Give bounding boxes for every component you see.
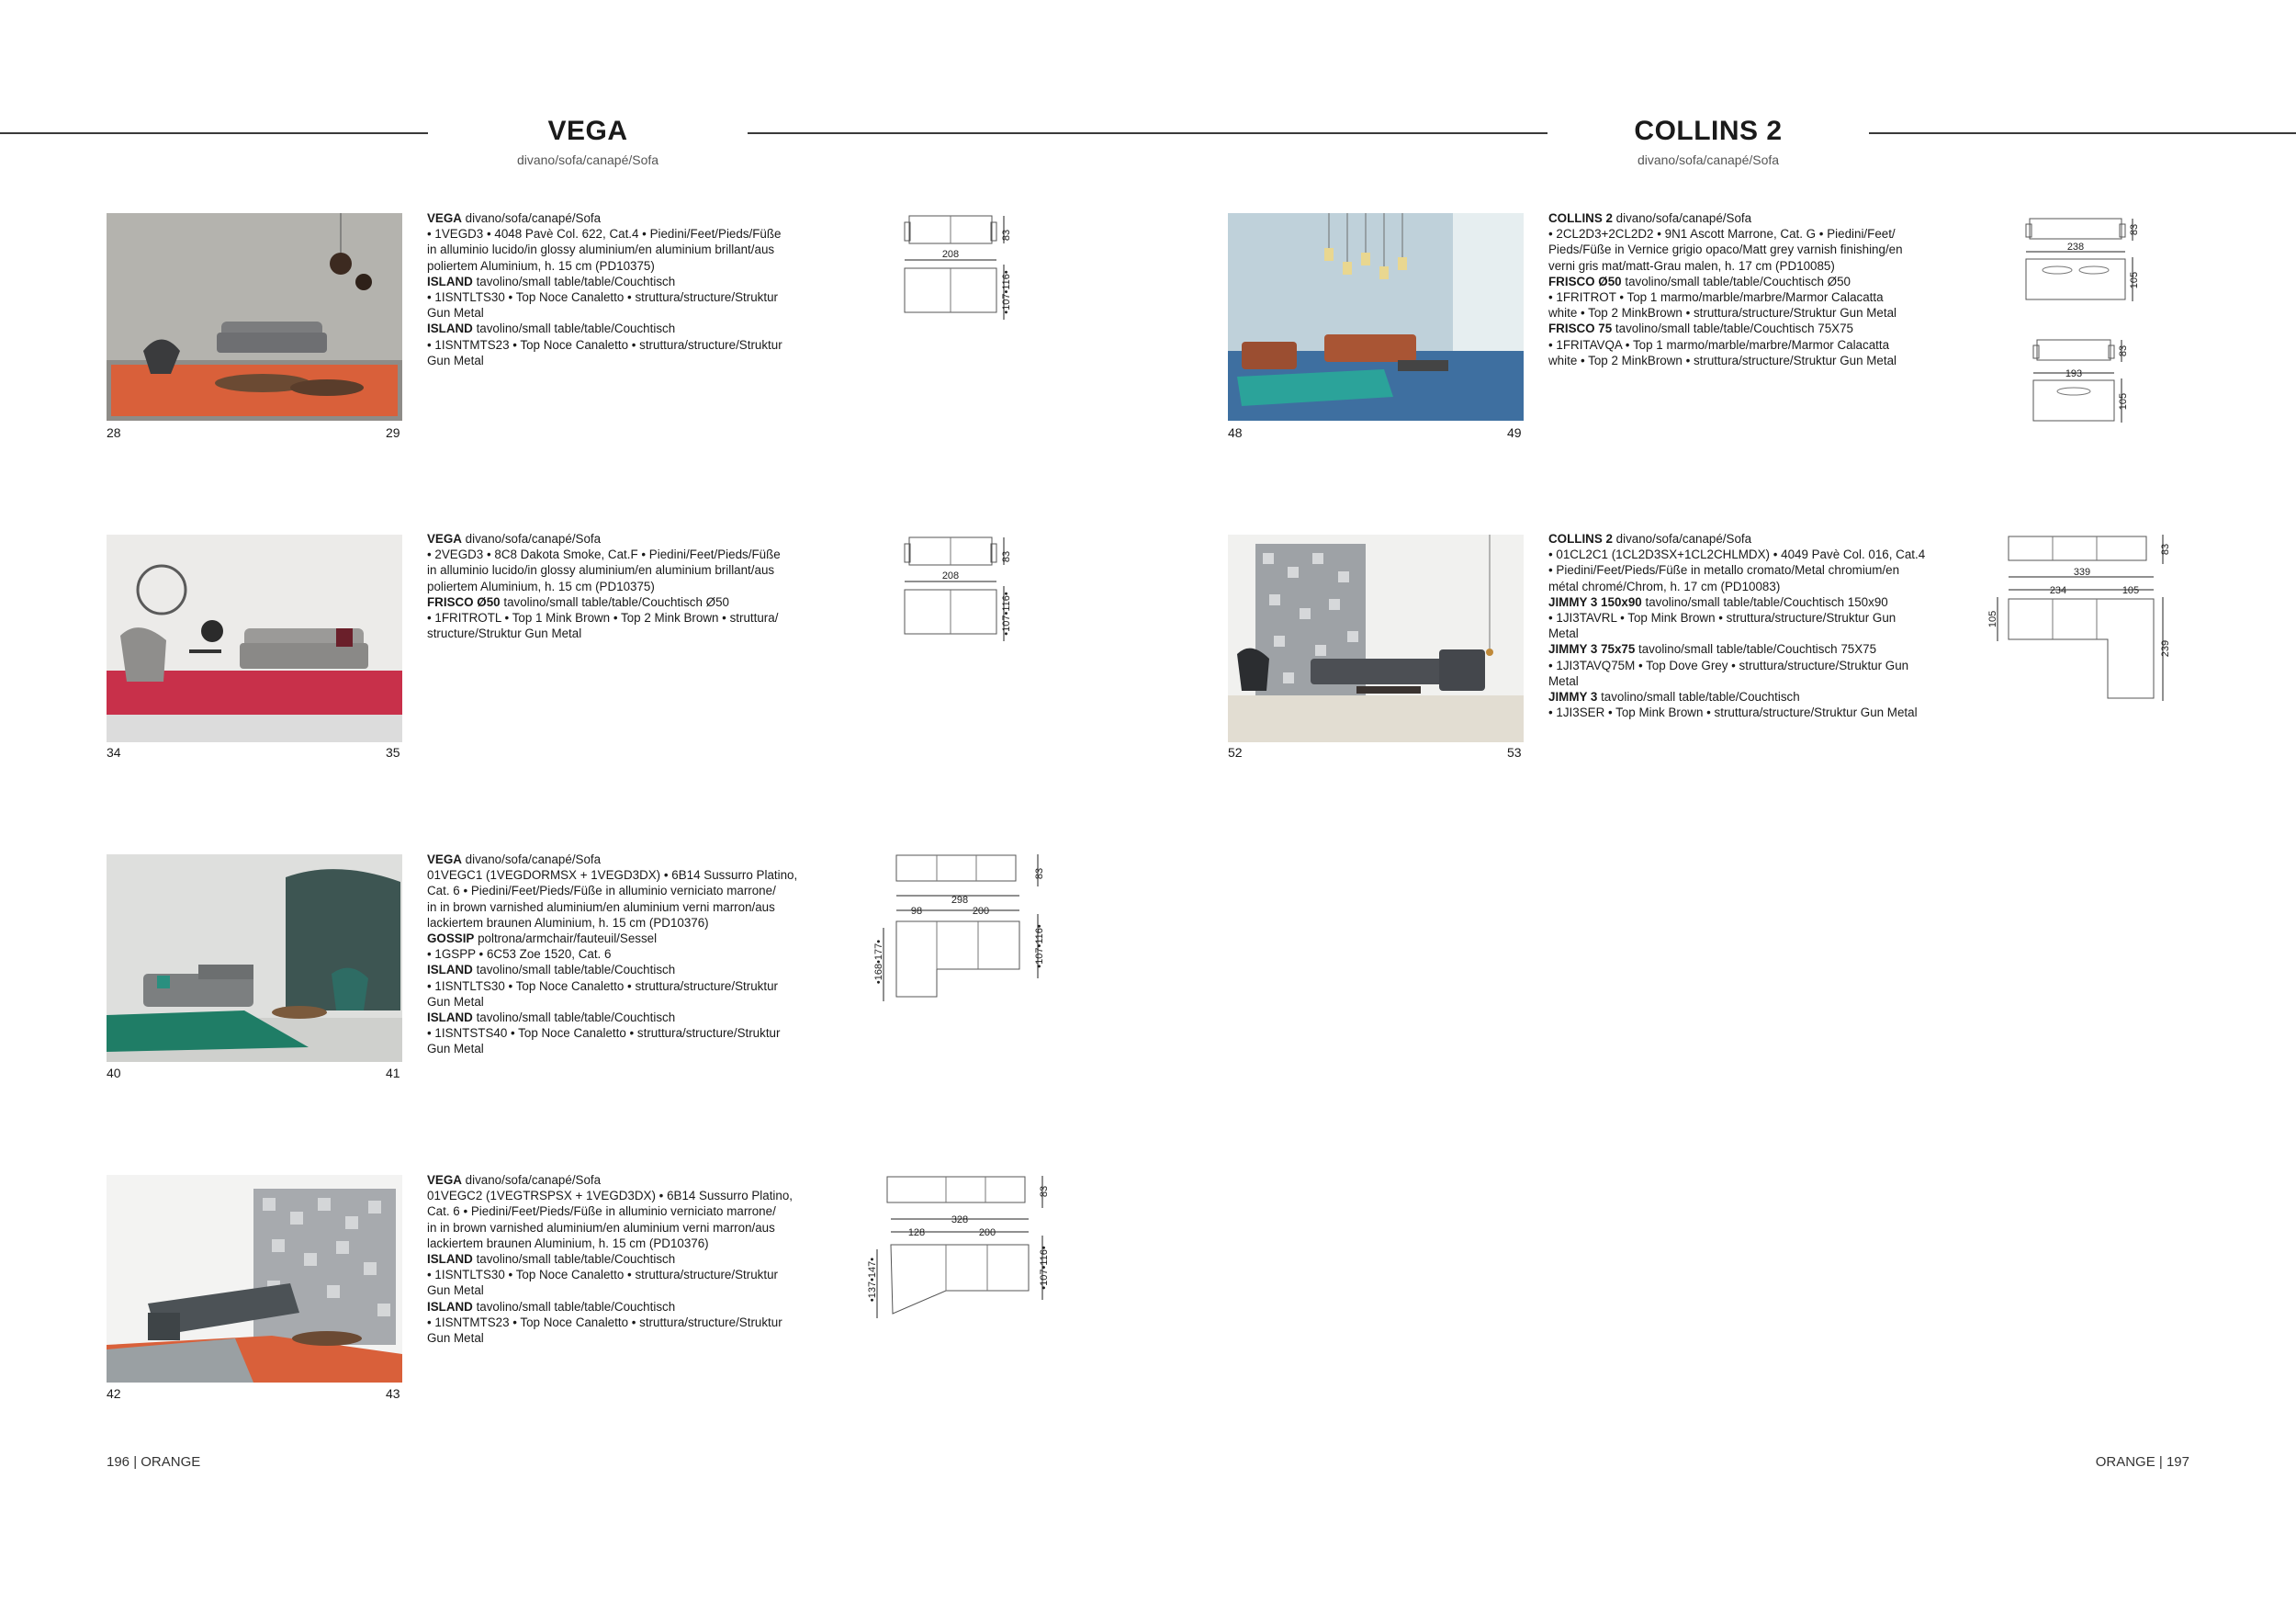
description-text: verni gris mat/matt-Grau malen, h. 17 cm (PD10085)	[1548, 258, 1835, 273]
description-text: tavolino/small table/table/Couchtisch	[472, 1252, 676, 1267]
description-line	[1548, 673, 1934, 689]
page-number: 28	[107, 425, 121, 440]
description-text: white • Top 2 MinkBrown • struttura/structure/Struktur Gun Metal	[1548, 306, 1897, 321]
description-line	[427, 610, 813, 626]
page-number: 43	[386, 1386, 400, 1401]
dimension-depth: 105	[2129, 271, 2140, 289]
description-line	[427, 531, 813, 547]
description-line	[427, 1010, 813, 1025]
description-line	[1548, 579, 1934, 594]
product-description	[1548, 210, 1934, 368]
description-text: • 2VEGD3 • 8C8 Dakota Smoke, Cat.F • Piedini/Feet/Pieds/Füße	[427, 548, 781, 562]
description-line	[427, 337, 813, 353]
dimension-section-b: 200	[978, 1227, 996, 1238]
description-line	[427, 579, 813, 594]
description-line	[1548, 658, 1934, 673]
dimension-width: 339	[2073, 567, 2091, 578]
footer-folio-right: ORANGE | 197	[2095, 1454, 2189, 1470]
description-text: tavolino/small table/table/Couchtisch	[1597, 690, 1800, 705]
description-line	[1548, 689, 1934, 705]
description-text: • Piedini/Feet/Pieds/Füße in metallo cromato/Metal chromium/en	[1548, 563, 1900, 578]
description-text: in alluminio lucido/in glossy aluminium/en aluminium brillant/aus	[427, 243, 775, 257]
description-line	[427, 274, 813, 289]
dimension-width: 238	[2066, 242, 2085, 253]
dimension-depth: 105	[2118, 392, 2129, 411]
description-line	[427, 562, 813, 578]
description-text: Gun Metal	[427, 994, 484, 1009]
dimension-chaise-length: 239	[2160, 639, 2171, 658]
description-line	[427, 1041, 813, 1056]
description-line	[427, 1330, 813, 1346]
dimension-section-a: 98	[910, 906, 923, 917]
description-line	[427, 626, 813, 641]
description-text: Metal	[1548, 673, 1579, 688]
description-text: • 1GSPP • 6C53 Zoe 1520, Cat. 6	[427, 947, 612, 962]
description-line	[1548, 274, 1934, 289]
header-rule-left	[0, 132, 428, 134]
description-line	[427, 1203, 813, 1219]
page-number: 40	[107, 1066, 121, 1080]
description-text: divano/sofa/canapé/Sofa	[461, 1173, 602, 1187]
description-text: Gun Metal	[427, 353, 484, 367]
description-text: 01VEGC1 (1VEGDORMSX + 1VEGD3DX) • 6B14 Sussurro Platino,	[427, 868, 798, 883]
description-text: • 1ISNTLTS30 • Top Noce Canaletto • struttura/structure/Struktur	[427, 1268, 778, 1282]
description-text: tavolino/small table/table/Couchtisch Ø50	[1621, 274, 1851, 288]
description-text: divano/sofa/canapé/Sofa	[461, 211, 602, 225]
description-text: • 1ISNTLTS30 • Top Noce Canaletto • struttura/structure/Struktur	[427, 290, 778, 305]
description-text: • 01CL2C1 (1CL2D3SX+1CL2CHLMDX) • 4049 Pavè Col. 016, Cat.4	[1548, 548, 1926, 562]
description-line	[427, 1251, 813, 1267]
description-line	[427, 1267, 813, 1282]
product-name: ISLAND	[427, 963, 473, 977]
product-name: VEGA	[427, 852, 462, 866]
description-text: lackiertem braunen Aluminium, h. 15 cm (PD10376)	[427, 1236, 709, 1250]
section-title-collins: COLLINS 2	[1634, 116, 1783, 146]
description-line	[427, 305, 813, 321]
description-line	[1548, 242, 1934, 257]
product-name: JIMMY 3 150x90	[1548, 594, 1642, 609]
description-text: • 1JI3TAVQ75M • Top Dove Grey • struttura/structure/Struktur Gun	[1548, 658, 1909, 672]
product-name: ISLAND	[427, 322, 473, 336]
description-line	[427, 978, 813, 994]
page-number: 41	[386, 1066, 400, 1080]
description-line	[427, 1172, 813, 1188]
description-line	[427, 931, 813, 946]
dimension-height: 83	[1034, 867, 1045, 880]
dimension-width: 208	[941, 570, 960, 581]
dimension-height: 83	[1001, 229, 1012, 242]
description-text: white • Top 2 MinkBrown • struttura/structure/Struktur Gun Metal	[1548, 353, 1897, 367]
dimension-height: 83	[1039, 1185, 1050, 1198]
product-photo-vega-4	[107, 1175, 402, 1383]
page-number: 49	[1507, 425, 1522, 440]
product-name: ISLAND	[427, 1010, 473, 1025]
product-description	[427, 1172, 813, 1346]
description-line	[427, 1188, 813, 1203]
description-text: divano/sofa/canapé/Sofa	[1612, 211, 1752, 225]
product-name: VEGA	[427, 211, 462, 225]
description-text: • 1VEGD3 • 4048 Pavè Col. 622, Cat.4 • Piedini/Feet/Pieds/Füße	[427, 227, 782, 242]
dimension-depth: 105	[1987, 610, 1998, 628]
description-line	[1548, 337, 1934, 353]
product-name: FRISCO Ø50	[427, 594, 501, 609]
description-text: tavolino/small table/table/Couchtisch	[472, 322, 676, 336]
description-text: Gun Metal	[427, 1331, 484, 1346]
product-name: GOSSIP	[427, 931, 475, 946]
description-text: • 1FRITAVQA • Top 1 marmo/marble/marbre/Marmor Calacatta	[1548, 337, 1890, 352]
product-photo-vega-2	[107, 535, 402, 742]
description-line	[427, 1236, 813, 1251]
description-text: • 1ISNTSTS40 • Top Noce Canaletto • struttura/structure/Struktur	[427, 1026, 781, 1041]
description-line	[427, 883, 813, 898]
dimension-depth: •107•116•	[1034, 924, 1045, 968]
description-text: structure/Struktur Gun Metal	[427, 627, 582, 641]
description-line	[1548, 562, 1934, 578]
description-line	[427, 852, 813, 867]
description-text: • 2CL2D3+2CL2D2 • 9N1 Ascott Marrone, Cat. G • Piedini/Feet/	[1548, 227, 1896, 242]
description-text: • 1JI3TAVRL • Top Mink Brown • struttura/structure/Struktur Gun	[1548, 611, 1896, 626]
description-line	[1548, 226, 1934, 242]
description-text: tavolino/small table/table/Couchtisch	[472, 963, 676, 977]
product-name: FRISCO 75	[1548, 322, 1613, 336]
description-text: Gun Metal	[427, 306, 484, 321]
description-text: in alluminio lucido/in glossy aluminium/en aluminium brillant/aus	[427, 563, 775, 578]
description-line	[427, 1315, 813, 1330]
product-photo-collins-1	[1228, 213, 1524, 421]
description-text: tavolino/small table/table/Couchtisch 75X75	[1612, 322, 1853, 336]
page-number: 29	[386, 425, 400, 440]
dimension-drawing	[867, 1171, 1056, 1327]
description-line	[1548, 353, 1934, 368]
section-subtitle-collins: divano/sofa/canapé/Sofa	[1637, 152, 1780, 167]
product-photo-vega-1	[107, 213, 402, 421]
description-line	[427, 946, 813, 962]
header-rule-middle	[748, 132, 1548, 134]
description-text: • 1ISNTMTS23 • Top Noce Canaletto • struttura/structure/Struktur	[427, 337, 782, 352]
description-text: Gun Metal	[427, 1283, 484, 1298]
product-name: FRISCO Ø50	[1548, 274, 1622, 288]
dimension-section-a: 128	[907, 1227, 926, 1238]
dimension-height: 83	[2129, 223, 2140, 236]
product-name: JIMMY 3	[1548, 690, 1598, 705]
dimension-section-b: 105	[2122, 585, 2140, 596]
dimension-depth: •107•116•	[1001, 270, 1012, 314]
page-number: 52	[1228, 745, 1243, 760]
description-line	[427, 321, 813, 336]
description-line	[1548, 610, 1934, 626]
dimension-width: 208	[941, 249, 960, 260]
description-line	[427, 210, 813, 226]
description-line	[427, 1282, 813, 1298]
description-line	[427, 1299, 813, 1315]
description-text: Pieds/Füße in Vernice grigio opaco/Matt grey varnish finishing/en	[1548, 243, 1903, 257]
dimension-width: 298	[951, 895, 969, 906]
description-line	[427, 594, 813, 610]
description-text: in in brown varnished aluminium/en aluminium verni marron/aus	[427, 1220, 775, 1235]
description-text: tavolino/small table/table/Couchtisch	[472, 274, 676, 288]
description-text: tavolino/small table/table/Couchtisch	[472, 1299, 676, 1314]
description-line	[1548, 705, 1934, 720]
product-name: COLLINS 2	[1548, 211, 1613, 225]
description-line	[427, 1220, 813, 1236]
description-line	[1548, 321, 1934, 336]
dimension-height: 83	[2160, 543, 2171, 556]
dimension-width: 328	[951, 1214, 969, 1225]
page-number: 34	[107, 745, 121, 760]
description-text: tavolino/small table/table/Couchtisch	[472, 1010, 676, 1025]
description-text: 01VEGC2 (1VEGTRSPSX + 1VEGD3DX) • 6B14 Sussurro Platino,	[427, 1189, 793, 1203]
description-text: Gun Metal	[427, 1042, 484, 1056]
description-text: poliertem Aluminium, h. 15 cm (PD10375)	[427, 579, 655, 593]
description-text: • 1ISNTLTS30 • Top Noce Canaletto • struttura/structure/Struktur	[427, 978, 778, 993]
product-name: ISLAND	[427, 1299, 473, 1314]
description-line	[427, 915, 813, 931]
product-name: COLLINS 2	[1548, 532, 1613, 546]
description-text: poltrona/armchair/fauteuil/Sessel	[474, 931, 658, 946]
description-line	[1548, 210, 1934, 226]
description-line	[1548, 305, 1934, 321]
dimension-width: 193	[2065, 368, 2083, 379]
page-number: 42	[107, 1386, 121, 1401]
dimension-depth-chaise: •168•177•	[873, 939, 884, 985]
dimension-section-b: 200	[972, 906, 990, 917]
description-text: Cat. 6 • Piedini/Feet/Pieds/Füße in alluminio verniciato marrone/	[427, 884, 776, 898]
description-text: • 1FRITROT • Top 1 marmo/marble/marbre/Marmor Calacatta	[1548, 290, 1884, 305]
dimension-drawing	[905, 211, 1024, 331]
description-line	[427, 258, 813, 274]
description-line	[427, 547, 813, 562]
dimension-height: 83	[2118, 344, 2129, 357]
description-line	[1548, 258, 1934, 274]
description-line	[1548, 641, 1934, 657]
description-line	[427, 899, 813, 915]
description-text: divano/sofa/canapé/Sofa	[461, 852, 602, 866]
description-text: • 1JI3SER • Top Mink Brown • struttura/structure/Struktur Gun Metal	[1548, 706, 1918, 720]
product-description	[427, 852, 813, 1057]
page-number: 53	[1507, 745, 1522, 760]
product-name: VEGA	[427, 1173, 462, 1187]
description-text: tavolino/small table/table/Couchtisch 75X75	[1635, 642, 1877, 657]
description-line	[427, 226, 813, 242]
description-line	[1548, 289, 1934, 305]
description-line	[1548, 594, 1934, 610]
section-subtitle-vega: divano/sofa/canapé/Sofa	[516, 152, 659, 167]
product-photo-vega-3	[107, 854, 402, 1062]
product-photo-collins-2	[1228, 535, 1524, 742]
description-line	[427, 242, 813, 257]
description-line	[427, 1025, 813, 1041]
description-line	[1548, 626, 1934, 641]
dimension-section-a: 234	[2049, 585, 2067, 596]
section-title-vega: VEGA	[547, 116, 628, 146]
dimension-drawing	[872, 850, 1047, 1006]
description-line	[427, 289, 813, 305]
description-text: Cat. 6 • Piedini/Feet/Pieds/Füße in alluminio verniciato marrone/	[427, 1204, 776, 1219]
dimension-depth: •107•116•	[1001, 592, 1012, 636]
product-description	[427, 210, 813, 368]
page-number: 35	[386, 745, 400, 760]
dimension-drawing	[905, 533, 1024, 652]
description-line	[427, 962, 813, 977]
dimension-depth: •107•116•	[1039, 1246, 1050, 1290]
description-text: lackiertem braunen Aluminium, h. 15 cm (PD10376)	[427, 915, 709, 930]
description-line	[1548, 531, 1934, 547]
dimension-depth-chaise: •137•147•	[867, 1257, 878, 1303]
footer-folio-left: 196 | ORANGE	[107, 1454, 201, 1470]
description-text: tavolino/small table/table/Couchtisch 150x90	[1641, 594, 1888, 609]
description-line	[1548, 547, 1934, 562]
description-text: poliertem Aluminium, h. 15 cm (PD10375)	[427, 258, 655, 273]
description-text: divano/sofa/canapé/Sofa	[461, 532, 602, 546]
header-rule-right	[1869, 132, 2296, 134]
description-line	[427, 353, 813, 368]
dimension-drawing	[1988, 531, 2172, 715]
product-name: ISLAND	[427, 274, 473, 288]
description-line	[427, 994, 813, 1010]
product-description	[1548, 531, 1934, 720]
description-text: tavolino/small table/table/Couchtisch Ø50	[500, 594, 729, 609]
page-number: 48	[1228, 425, 1243, 440]
product-name: JIMMY 3 75x75	[1548, 642, 1636, 657]
description-text: divano/sofa/canapé/Sofa	[1612, 532, 1752, 546]
description-text: Metal	[1548, 627, 1579, 641]
product-name: ISLAND	[427, 1252, 473, 1267]
description-text: • 1FRITROTL • Top 1 Mink Brown • Top 2 Mink Brown • struttura/	[427, 611, 779, 626]
dimension-drawing	[2020, 213, 2149, 434]
product-description	[427, 531, 813, 641]
dimension-height: 83	[1001, 550, 1012, 563]
product-name: VEGA	[427, 532, 462, 546]
description-line	[427, 867, 813, 883]
description-text: in in brown varnished aluminium/en aluminium verni marron/aus	[427, 899, 775, 914]
description-text: métal chromé/Chrom, h. 17 cm (PD10083)	[1548, 579, 1781, 593]
description-text: • 1ISNTMTS23 • Top Noce Canaletto • struttura/structure/Struktur	[427, 1315, 782, 1329]
